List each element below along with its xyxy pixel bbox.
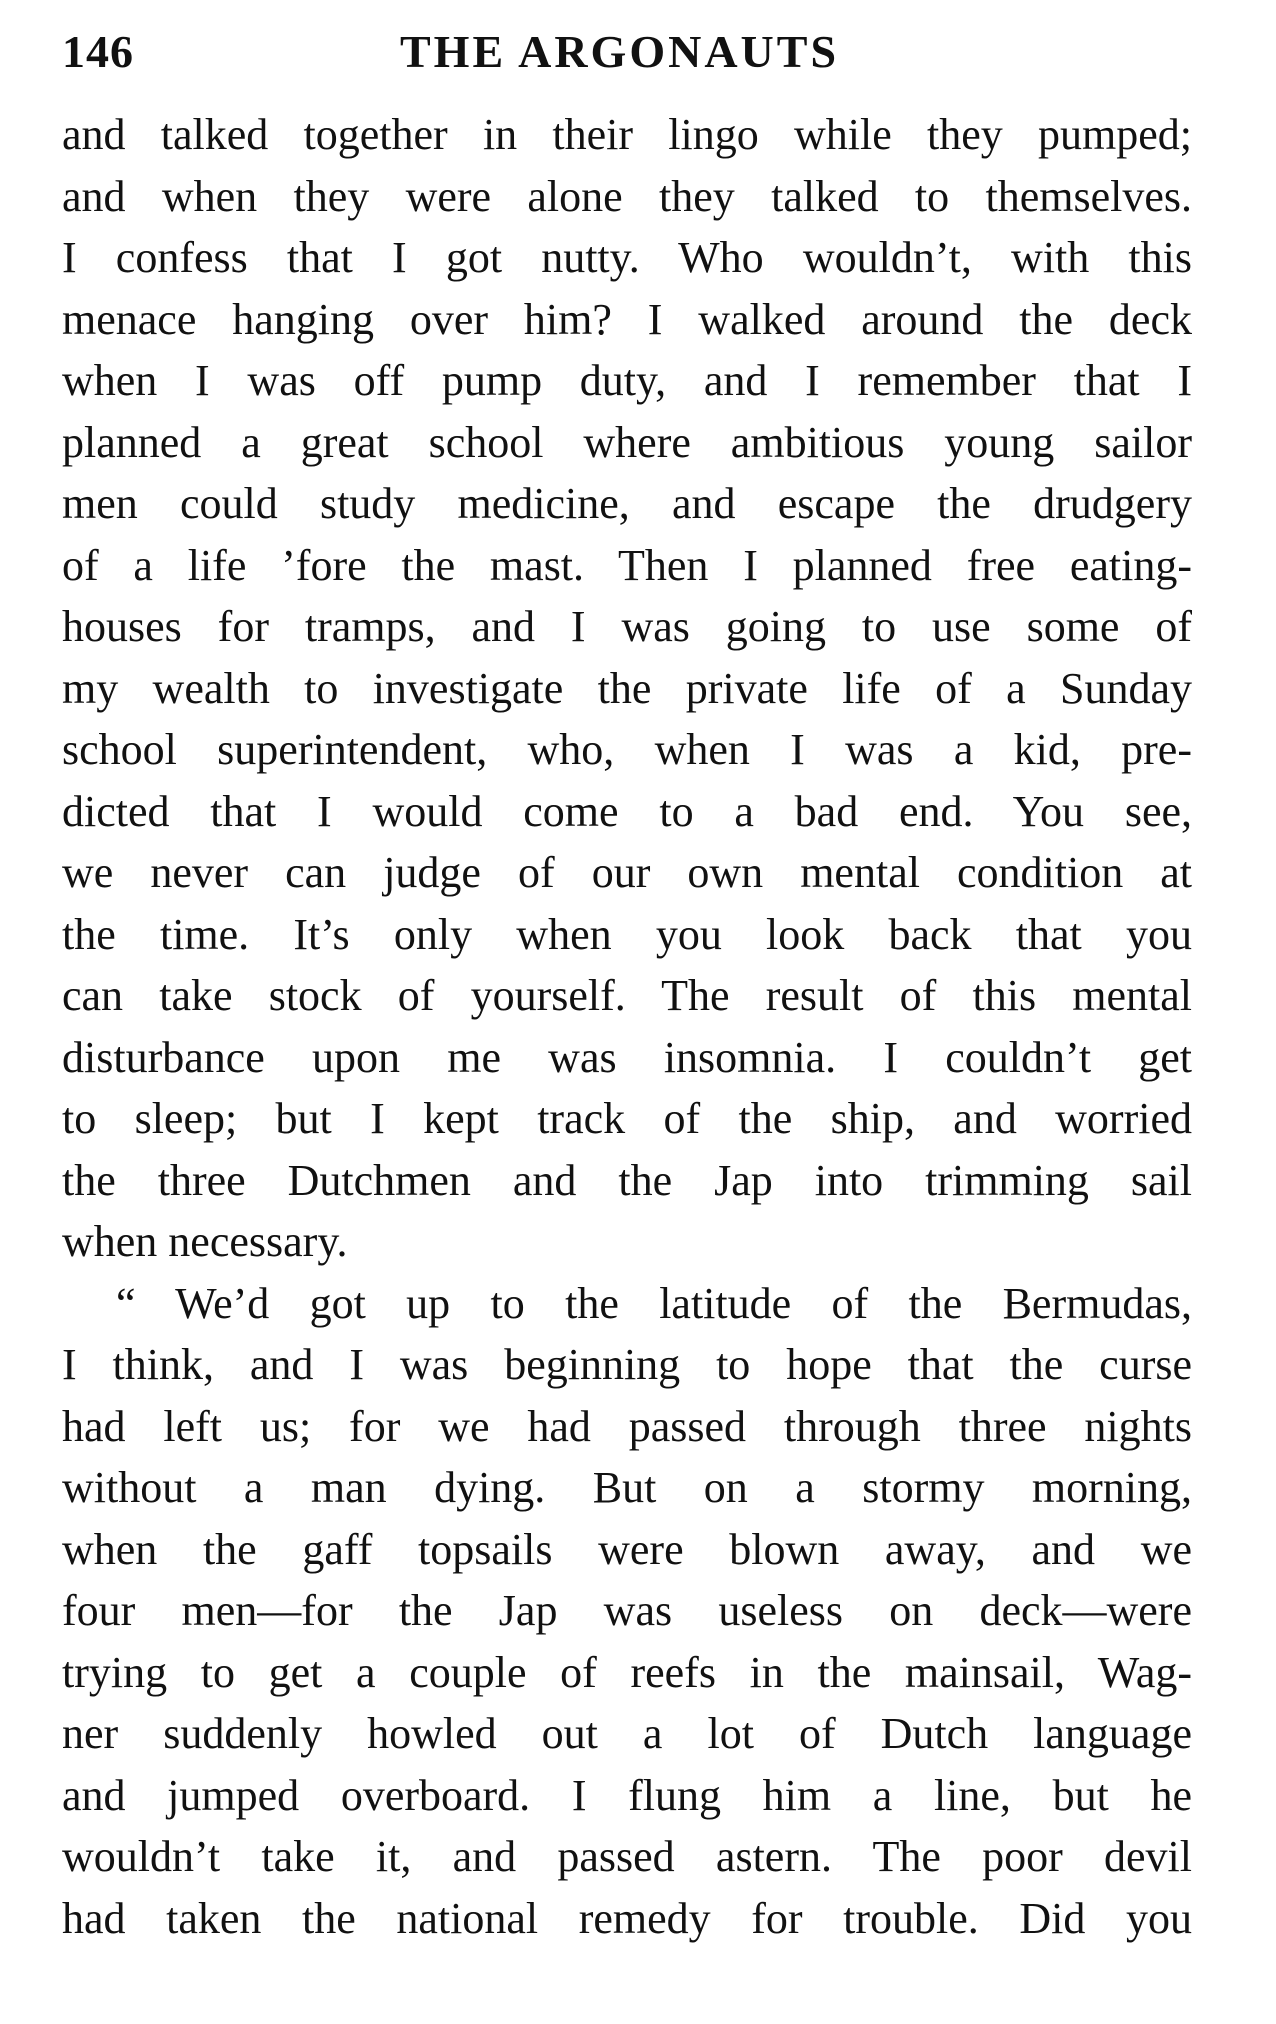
paragraph-start-line: “ We’d got up to the latitude of the Bermudas, xyxy=(116,1278,1192,1328)
text-line: of a life ’fore the mast. Then I planned free eating- xyxy=(62,540,1192,590)
text-line: houses for tramps, and I was going to use some of xyxy=(62,602,1192,651)
text-line: had taken the national remedy for trouble. Did you xyxy=(62,1893,1192,1943)
running-title: THE ARGONAUTS xyxy=(400,26,840,77)
text-line: we never can judge of our own mental condition at xyxy=(62,848,1192,897)
text-line: when I was off pump duty, and I remember that I xyxy=(62,356,1192,405)
text-line: trying to get a couple of reefs in the mainsail, Wag- xyxy=(62,1647,1192,1697)
text-line: to sleep; but I kept track of the ship, and worried xyxy=(62,1094,1192,1143)
text-line: can take stock of yourself. The result of this mental xyxy=(62,971,1192,1020)
body-text xyxy=(62,104,1192,1949)
text-line: ner suddenly howled out a lot of Dutch language xyxy=(62,1709,1192,1758)
text-line: when the gaff topsails were blown away, and we xyxy=(62,1524,1192,1574)
text-line: disturbance upon me was insomnia. I couldn’t get xyxy=(62,1032,1192,1082)
text-line: and when they were alone they talked to themselves. xyxy=(62,171,1192,221)
text-line: the time. It’s only when you look back that you xyxy=(62,909,1192,959)
text-line: menace hanging over him? I walked around the deck xyxy=(62,294,1192,344)
paragraph-end-line: when necessary. xyxy=(62,1217,348,1266)
text-line: I confess that I got nutty. Who wouldn’t, with this xyxy=(62,233,1192,282)
text-line: and talked together in their lingo while they pumped; xyxy=(62,110,1192,159)
text-line: men could study medicine, and escape the drudgery xyxy=(62,479,1192,528)
text-line: had left us; for we had passed through three nights xyxy=(62,1401,1192,1451)
text-line: wouldn’t take it, and passed astern. The poor devil xyxy=(62,1832,1192,1881)
text-line: school superintendent, who, when I was a kid, pre- xyxy=(62,725,1192,774)
running-head xyxy=(62,22,1192,82)
text-line: four men—for the Jap was useless on deck—were xyxy=(62,1586,1192,1635)
text-line: the three Dutchmen and the Jap into trimming sail xyxy=(62,1155,1192,1205)
text-line: without a man dying. But on a stormy morning, xyxy=(62,1463,1192,1512)
page-number: 146 xyxy=(62,26,134,77)
text-line: dicted that I would come to a bad end. You see, xyxy=(62,786,1192,836)
text-line: I think, and I was beginning to hope that the curse xyxy=(62,1340,1192,1389)
text-line: and jumped overboard. I flung him a line, but he xyxy=(62,1770,1192,1820)
text-line: my wealth to investigate the private life of a Sunday xyxy=(62,663,1192,713)
text-line: planned a great school where ambitious young sailor xyxy=(62,417,1192,467)
